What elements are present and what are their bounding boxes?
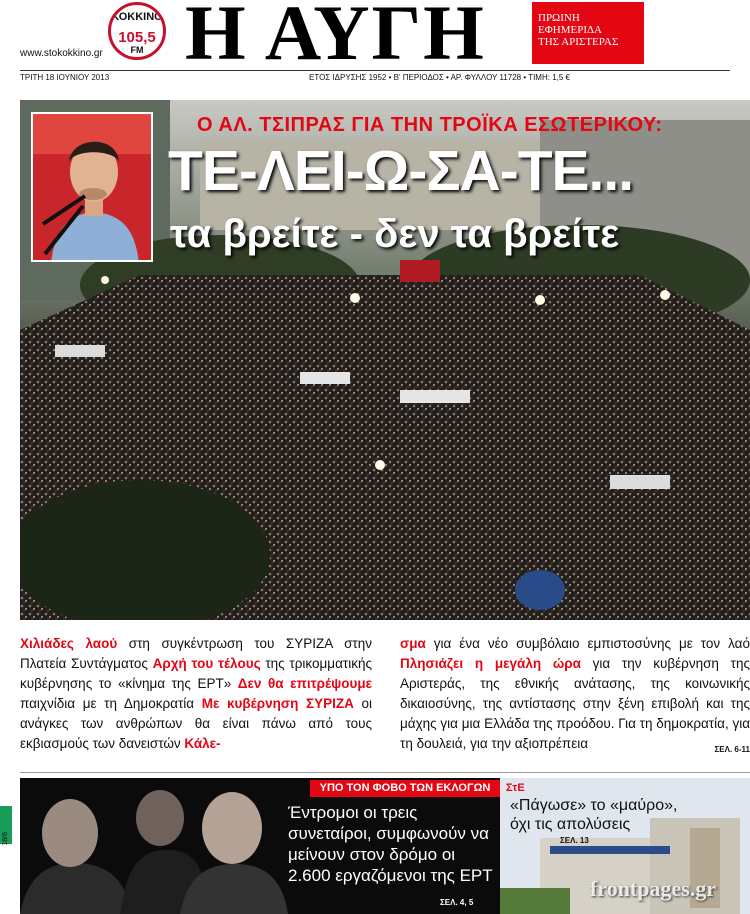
lead-text-run: οι ανάγκες των ανθρώπων θα είναι πάνω από τους εκβιασμούς των δανειστών xyxy=(20,696,372,751)
lead-highlight: Αρχή του τέλους xyxy=(152,656,261,671)
page-ref: ΣΕΛ. 4, 5 xyxy=(440,898,474,907)
masthead xyxy=(0,0,750,82)
lead-text-run: παιχνίδια με τη Δημοκρατία xyxy=(20,696,202,711)
issue-info: ΕΤΟΣ ΙΔΡΥΣΗΣ 1952 • Β' ΠΕΡΙΟΔΟΣ • ΑΡ. ΦΥΛΛΟΥ 11728 • ΤΙΜΗ: 1,5 € xyxy=(308,73,570,82)
portrait-photo xyxy=(31,112,153,262)
cover-photo xyxy=(20,100,750,620)
tagline-line: ΤΗΣ ΑΡΙΣΤΕΡΑΣ xyxy=(538,36,619,48)
radio-logo-frequency: 105,5 xyxy=(118,29,156,46)
lead-highlight: Χιλιάδες λαού xyxy=(20,636,118,651)
lead-text-left xyxy=(20,634,372,754)
side-date: 18/6 xyxy=(2,832,9,846)
watermark: frontpages.gr xyxy=(590,876,717,901)
tagline-box xyxy=(532,2,644,64)
lead-text-run: για ένα νέο συμβόλαιο εμπιστοσύνης με τον λαό xyxy=(425,636,750,651)
story-kicker: ΥΠΟ ΤΟΝ ΦΟΒΟ ΤΩΝ ΕΚΛΟΓΩΝ xyxy=(310,780,500,797)
tagline-line: ΠΡΩΙΝΗ xyxy=(538,12,580,24)
lead-highlight: Κάλε- xyxy=(184,736,221,751)
lead-text-right xyxy=(400,634,750,760)
issue-date: ΤΡΙΤΗ 18 ΙΟΥΝΙΟΥ 2013 xyxy=(20,73,110,82)
portrait-illustration xyxy=(33,114,153,262)
radio-logo-band: FM xyxy=(130,45,144,55)
radio-logo[interactable] xyxy=(108,2,166,60)
newspaper-title: Η ΑΥΓΗ xyxy=(185,0,486,76)
lead-highlight: Δεν θα επιτρέψουμε xyxy=(237,676,373,691)
lead-highlight: Πλησιάζει η μεγάλη ώρα xyxy=(400,656,581,671)
lead-text-run: στη συγκέντρωση του ΣΥΡΙΖΑ στην Πλατεία Συντάγματος xyxy=(20,636,372,671)
lead-highlight: σμα xyxy=(400,636,426,651)
radio-logo-name: ΚΟΚΚΙΝΟ xyxy=(111,11,163,23)
headline-kicker: Ο ΑΛ. ΤΣΙΠΡΑΣ ΓΙΑ ΤΗΝ ΤΡΟΪΚΑ ΕΣΩΤΕΡΙΚΟΥ: xyxy=(197,114,663,136)
sub-headline: τα βρείτε - δεν τα βρείτε xyxy=(170,212,620,256)
lead-highlight: Με κυβέρνηση ΣΥΡΙΖΑ xyxy=(201,696,354,711)
lead-text-run: της τρικομματικής κυβέρνησης το «κίνημα της ΕΡΤ» xyxy=(20,656,372,691)
main-headline: ΤΕ-ΛΕΙ-Ω-ΣΑ-ΤΕ... xyxy=(168,139,634,203)
meta-bar xyxy=(20,70,730,84)
page-ref: ΣΕΛ. 6-11 xyxy=(714,745,750,754)
story-text-line: όχι τις απολύσεις xyxy=(510,816,631,833)
page-ref: ΣΕΛ. 13 xyxy=(560,836,589,845)
story-text xyxy=(510,796,677,834)
tagline-line: ΕΦΗΜΕΡΙΔΑ xyxy=(538,24,603,36)
site-url[interactable]: www.stokokkino.gr xyxy=(20,48,103,59)
lead-text-run: για την κυβέρνηση της Αριστεράς, της εθνικής ανάτασης, της κοινωνικής δικαιοσύνης, της αντίστασης στην ξένη επιβολή και της μάχης για μια Ελλάδα της προόδου. Για τη δημοκρατία, για τη δουλειά, για την αξιοπρέπεια xyxy=(400,656,750,751)
story-kicker: ΣτΕ xyxy=(506,782,525,794)
story-text-line: «Πάγωσε» το «μαύρο», xyxy=(510,797,678,814)
politicians-photo xyxy=(20,778,290,914)
divider xyxy=(20,772,750,773)
story-text: Έντρομοι οι τρεις συνεταίροι, συμφωνούν να μείνουν στον δρόμο οι 2.600 εργαζόμενοι της ΕΡΤ xyxy=(288,803,493,885)
story-ert[interactable] xyxy=(20,778,500,914)
